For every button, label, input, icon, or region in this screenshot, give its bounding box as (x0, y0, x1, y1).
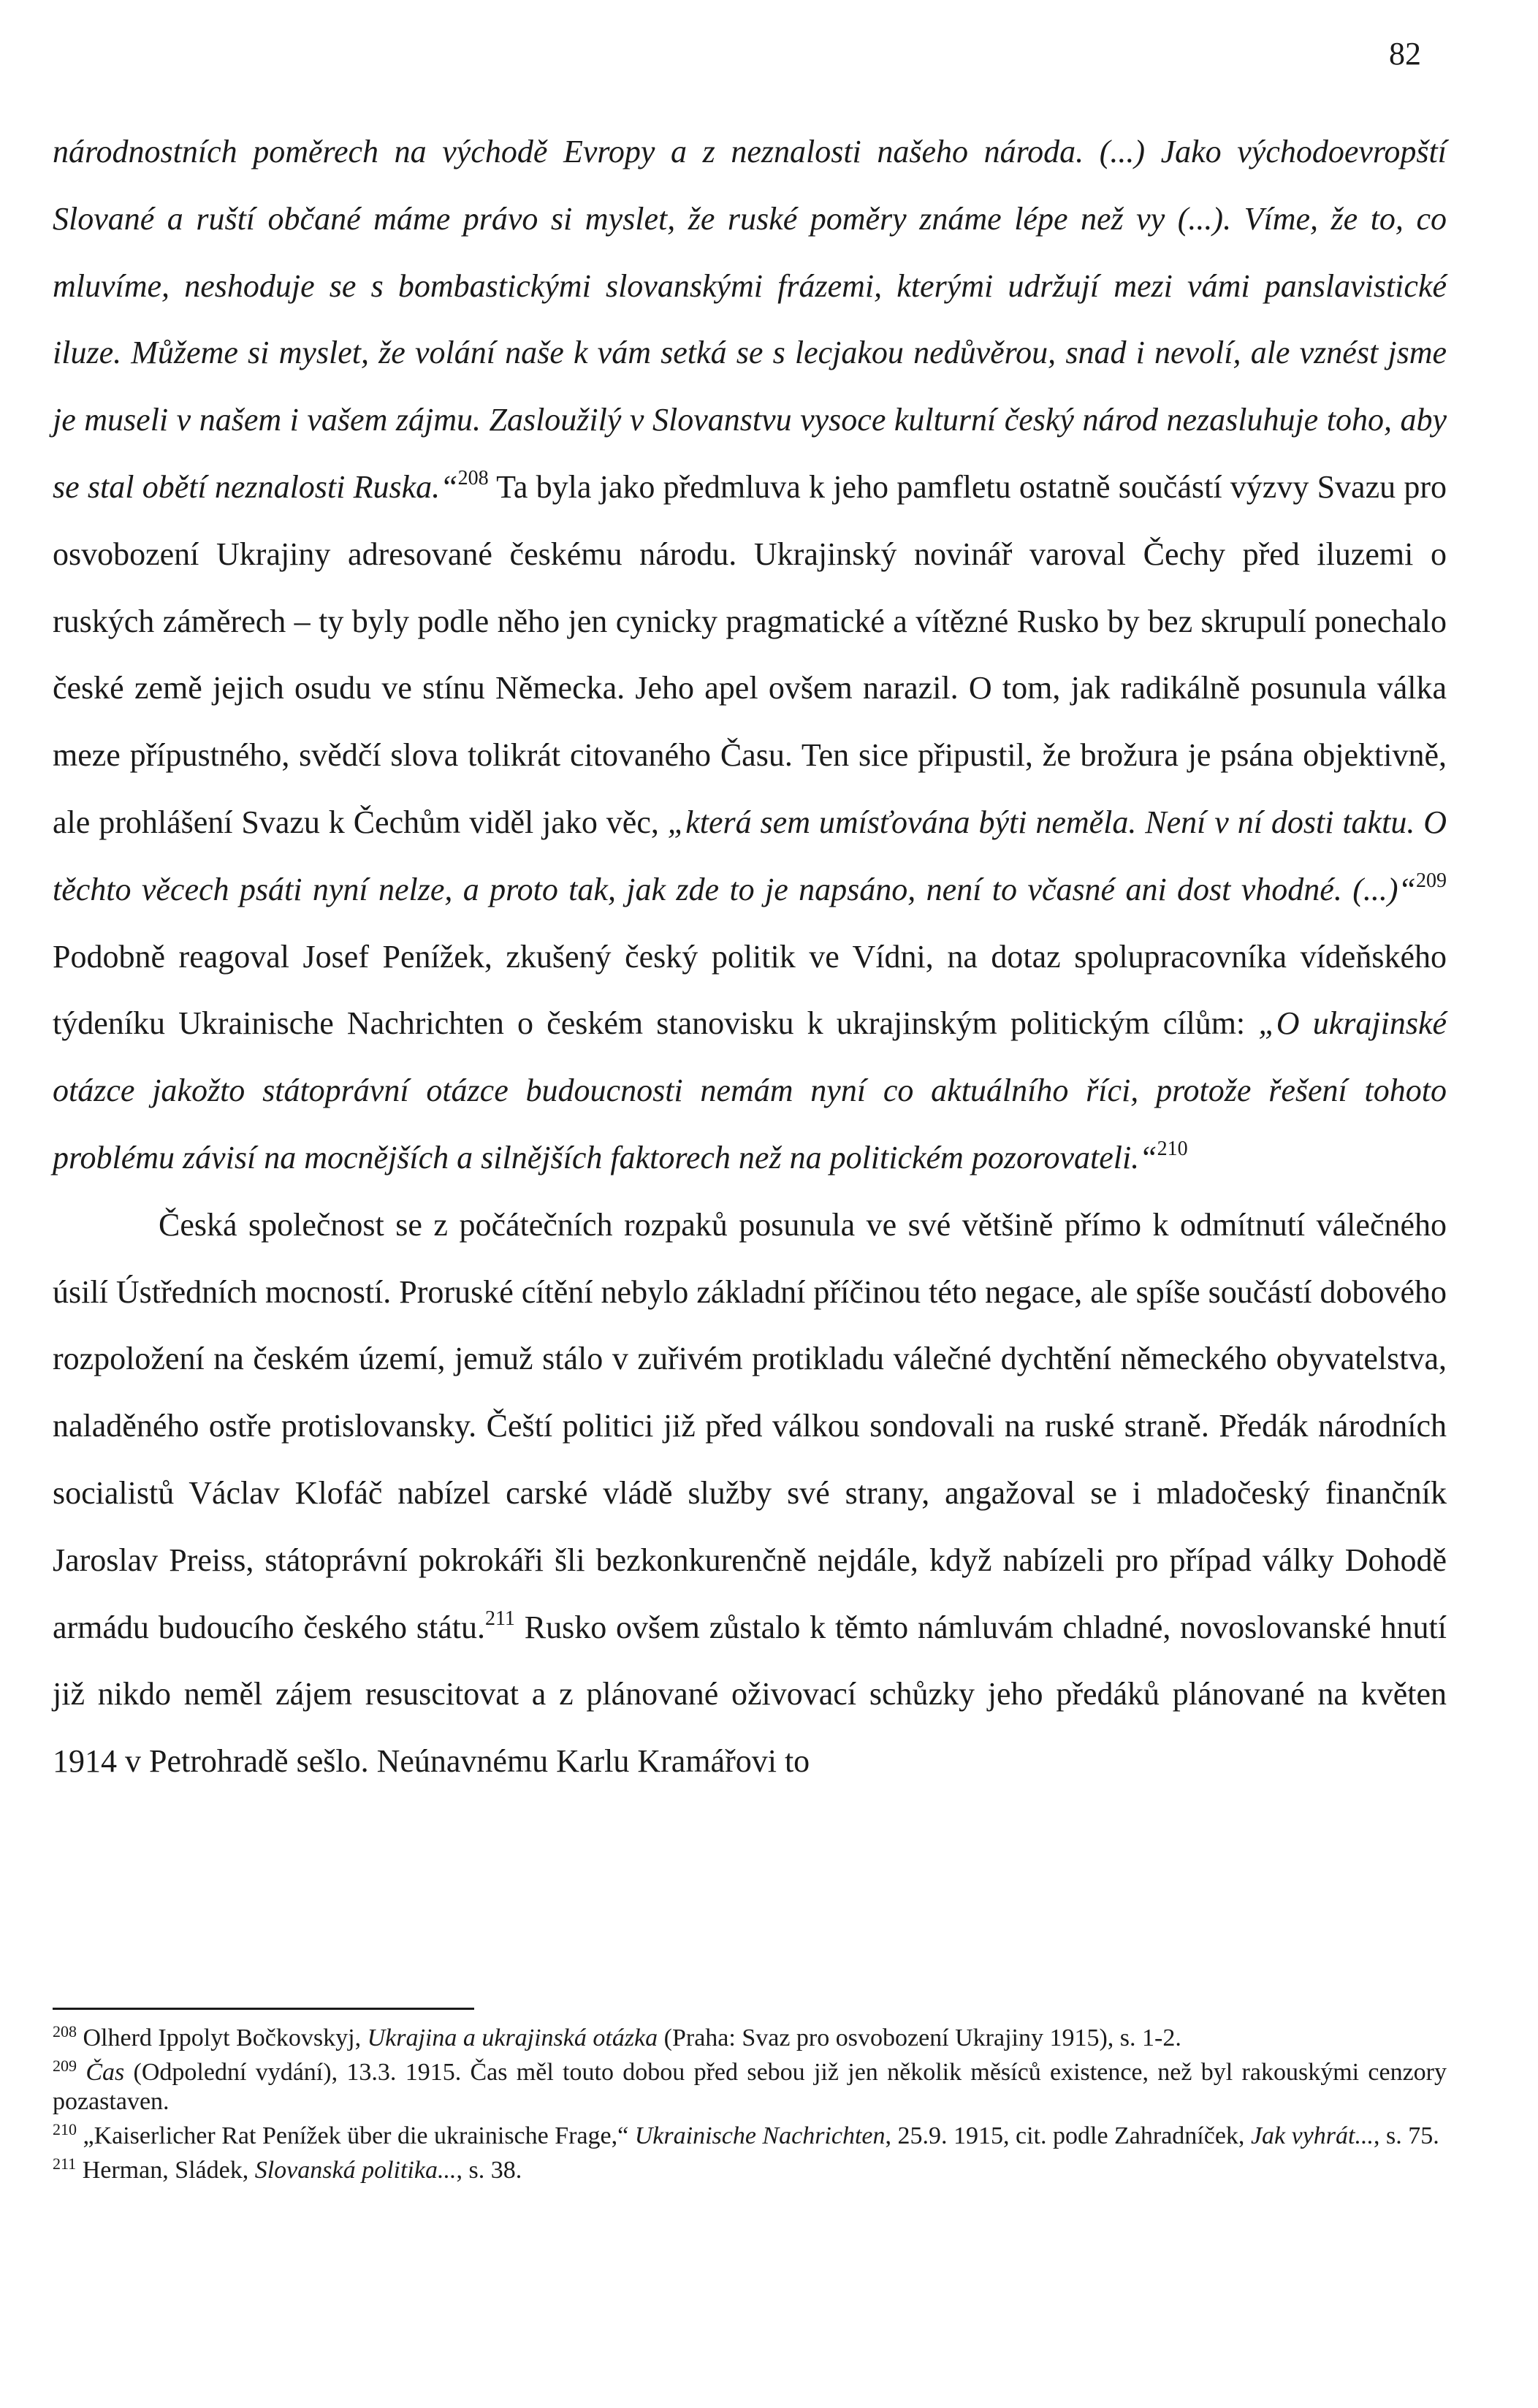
footnote-text: Olherd Ippolyt Bočkovskyj, (77, 2024, 368, 2051)
closing-quote-mark: “ (440, 468, 458, 505)
quote-bockovskyj: národnostních poměrech na východě Evropy a z neznalosti našeho národa. (...) Jako východoevropští Slované a ruští občané máme právo si myslet, že ruské poměry známe lépe než vy (...). Víme, že to, co mluvíme, neshoduje se s bombastickými slovanskými frázemi, kterými udržují mezi vámi panslavistické iluze. Můžeme si myslet, že volání naše k vám setká se s lecjakou nedůvěrou, snad i nevolí, ale vznést jsme je museli v našem i vašem zájmu. Zasloužilý v Slovanstvu vysoce kulturní český národ nezasluhuje toho, aby se stal obětí neznalosti Ruska. (53, 134, 1447, 505)
footnote-text: „Kaiserlicher Rat Penížek über die ukrainische Frage,“ (77, 2122, 635, 2149)
footnote-ref-210[interactable]: 210 (1157, 1137, 1188, 1160)
footnote-title: Ukrainische Nachrichten (634, 2122, 886, 2149)
paragraph-2 (53, 1192, 1447, 1795)
footnote-text: , s. 75. (1373, 2122, 1439, 2149)
paragraph-text: Ta byla jako předmluva k jeho pamfletu ostatně součástí výzvy Svazu pro osvobození Ukrajiny adresované českému národu. Ukrajinský novinář varoval Čechy před iluzemi o ruských záměrech – ty byly podle něho jen cynicky pragmatické a vítězné Rusko by bez skrupulí ponechalo české země jejich osudu ve stínu Německa. Jeho apel ovšem narazil. O tom, jak radikálně posunula válka meze přípustného, svědčí slova tolikrát citovaného Času. Ten sice připustil, že brožura je psána objektivně, ale prohlášení Svazu k Čechům viděl jako věc, (53, 468, 1447, 840)
closing-quote-mark: “ (1398, 871, 1416, 907)
footnote-208 (53, 2024, 1447, 2053)
body-text (53, 118, 1447, 1795)
footnote-text: , 25.9. 1915, cit. podle Zahradníček, (885, 2122, 1251, 2149)
footnote-ref-211[interactable]: 211 (484, 1607, 515, 1630)
footnote-text: (Praha: Svaz pro osvobození Ukrajiny 1915), s. 1-2. (658, 2024, 1181, 2051)
footnote-ref-209[interactable]: 209 (1416, 869, 1447, 892)
paragraph-text: Rusko ovšem zůstalo k těmto námluvám chladné, novoslovanské hnutí již nikdo neměl zájem resuscitovat a z plánované oživovací schůzky jeho předáků plánované na květen 1914 v Petrohradě sešlo. Neúnavnému Karlu Kramářovi to (53, 1609, 1447, 1780)
footnote-number: 209 (53, 2057, 77, 2075)
footnote-text (77, 2059, 85, 2086)
footnote-ref-208[interactable]: 208 (457, 466, 489, 489)
footnote-text: , s. 38. (456, 2157, 522, 2184)
quote-penizek: „O ukrajinské otázce jakožto státoprávní otázce budoucnosti nemám nyní co aktuálního říci, protože řešení tohoto problému závisí na mocnějších a silnějších faktorech než na politickém pozorovateli. (53, 1005, 1447, 1176)
paragraph-1 (53, 118, 1447, 1192)
closing-quote-mark: “ (1139, 1139, 1157, 1176)
footnote-211 (53, 2156, 1447, 2185)
footnote-title: Slovanská politika... (254, 2157, 457, 2184)
footnote-210 (53, 2122, 1447, 2151)
footnote-text: (Odpolední vydání), 13.3. 1915. Čas měl touto dobou před sebou již jen několik měsíců existence, než byl rakouskými cenzory pozastaven. (53, 2059, 1447, 2115)
footnote-title: Jak vyhrát... (1250, 2122, 1374, 2149)
footnote-number: 210 (53, 2120, 77, 2138)
footnotes (53, 2024, 1447, 2190)
paragraph-text: Podobně reagoval Josef Penížek, zkušený český politik ve Vídni, na dotaz spolupracovníka vídeňského týdeníku Ukrainische Nachrichten o českém stanovisku k ukrajinským politickým cílům: (53, 938, 1447, 1042)
footnote-number: 211 (53, 2154, 77, 2173)
paragraph-text: Česká společnost se z počátečních rozpaků posunula ve své většině přímo k odmítnutí válečného úsilí Ústředních mocností. Proruské cítění nebylo základní příčinou této negace, ale spíše součástí dobového rozpoložení na českém území, jemuž stálo v zuřivém protikladu válečné dychtění německého obyvatelstva, naladěného ostře protislovansky. Čeští politici již před válkou sondovali na ruské straně. Předák národních socialistů Václav Klofáč nabízel carské vládě služby své strany, angažoval se i mladočeský finančník Jaroslav Preiss, státoprávní pokrokáři šli bezkonkurenčně nejdále, když nabízeli pro případ války Dohodě armádu budoucího českého státu. (53, 1206, 1447, 1645)
quote-cas: „která sem umísťována býti neměla. Není v ní dosti taktu. O těchto věcech psáti nyní nelze, a proto tak, jak zde to je napsáno, není to včasné ani dost vhodné. (...) (53, 804, 1447, 907)
footnote-text: Herman, Sládek, (76, 2157, 255, 2184)
footnote-title: Čas (85, 2059, 125, 2086)
footnote-title: Ukrajina a ukrajinská otázka (367, 2024, 658, 2051)
page-number: 82 (1389, 36, 1421, 72)
footnote-separator (53, 2008, 474, 2010)
footnote-209 (53, 2058, 1447, 2116)
footnote-number: 208 (53, 2022, 77, 2041)
